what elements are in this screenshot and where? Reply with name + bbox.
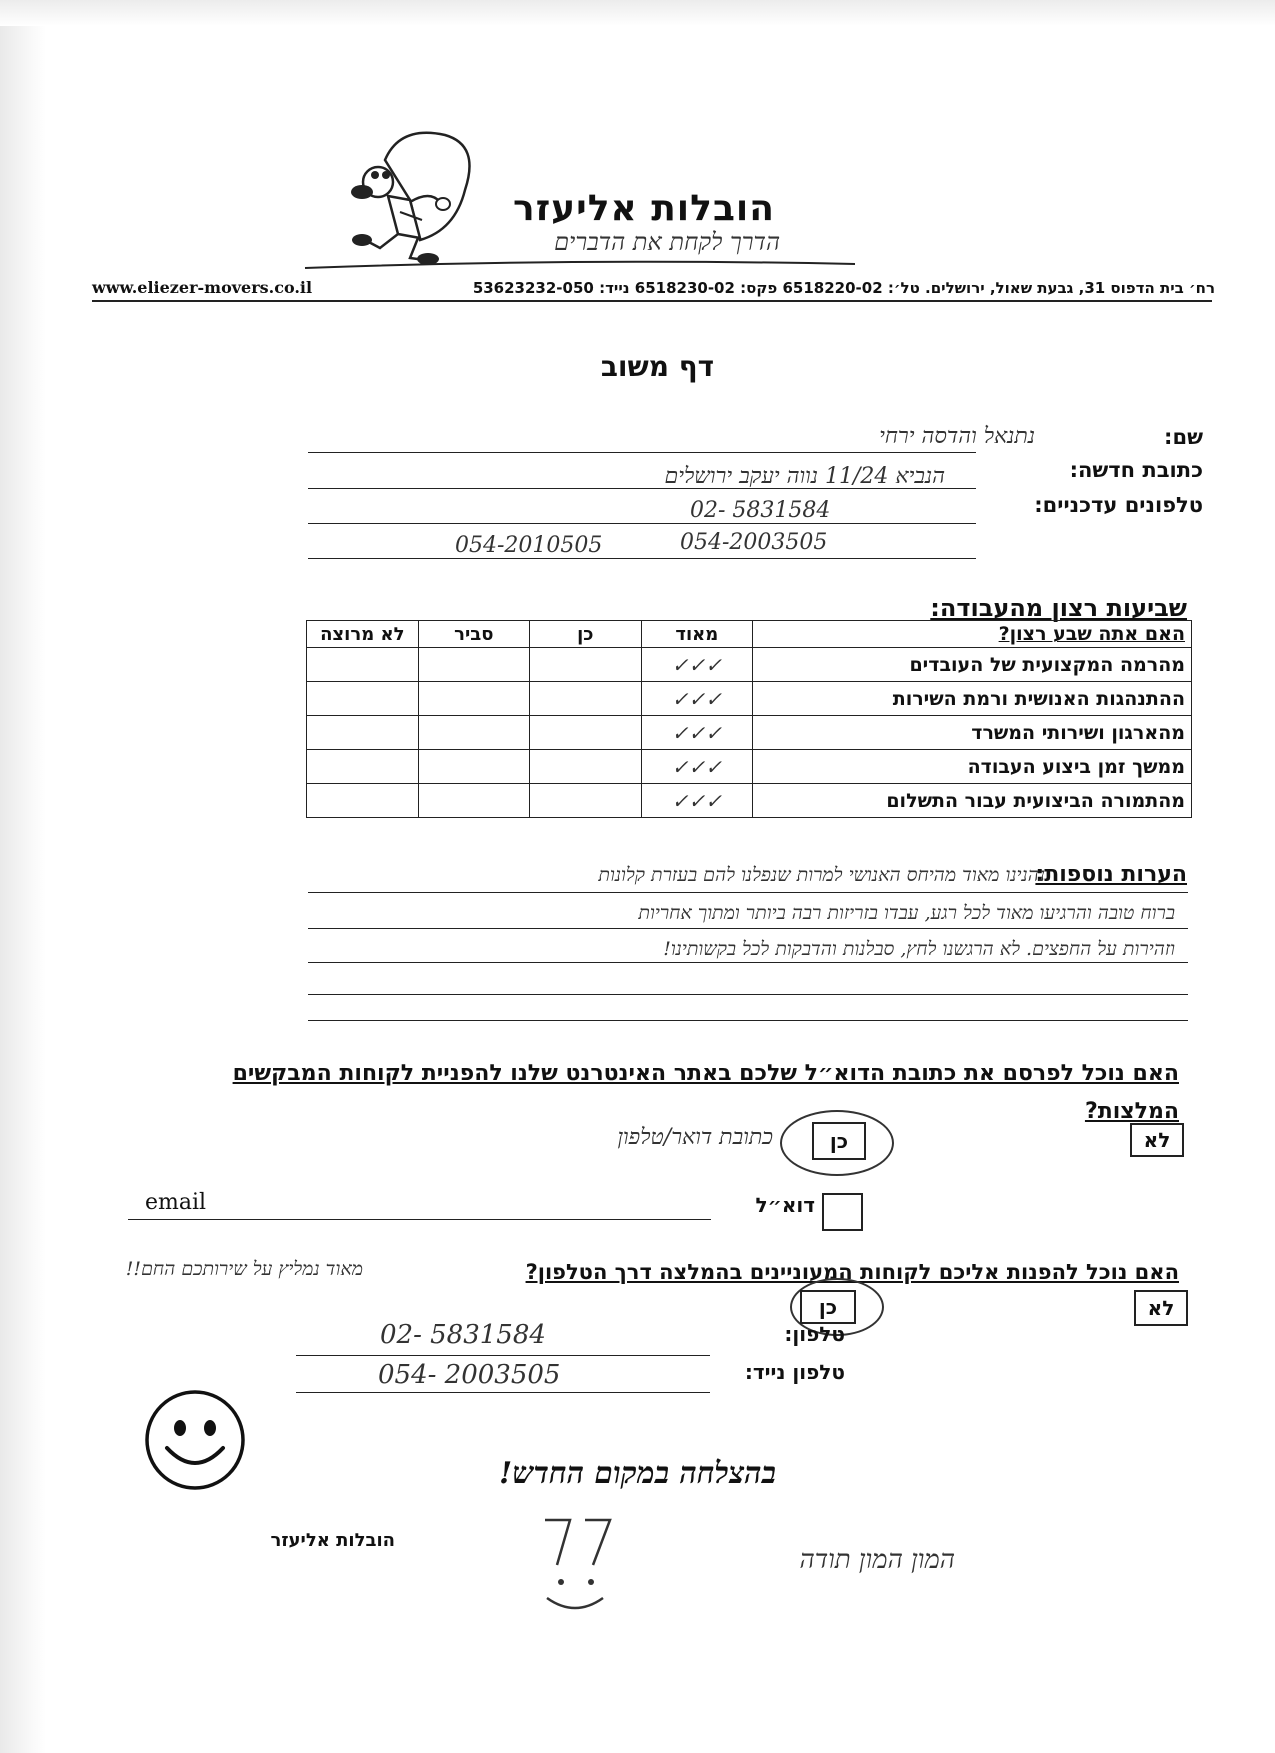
phone-field-line	[296, 1355, 710, 1356]
phone-value[interactable]: 02- 5831584	[380, 1320, 546, 1350]
phones-label: טלפונים עדכניים:	[1034, 493, 1203, 517]
empty-cell[interactable]	[530, 682, 642, 716]
email-line	[128, 1219, 711, 1220]
check-mark[interactable]: ✓✓✓	[641, 716, 753, 750]
email-question: האם נוכל לפרסם את כתובת הדוא״ל שלכם באתר האינטרנט שלנו להפניית לקוחות המבקשים המלצות?	[232, 1061, 1179, 1124]
check-mark[interactable]: ✓✓✓	[641, 648, 753, 682]
phone-label: טלפון:	[784, 1322, 845, 1346]
question-header: האם אתה שבע רצון?	[753, 621, 1192, 648]
empty-cell[interactable]	[418, 716, 530, 750]
comment-line-1: נהנינו מאוד מהיחס האנושי למרות שנפלנו להם בעזרת קלונות	[598, 864, 1045, 886]
row-label: ההתנהגות האנושית ורמת השירות	[753, 682, 1192, 716]
comment-rule-1	[308, 892, 1188, 893]
comment-line-3: וזהירות על החפצים. לא הרגשנו לחץ, סבלנות והדבקות לכל בקשותינו!	[663, 938, 1175, 960]
row-label: מהארגון ושירותי המשרד	[753, 716, 1192, 750]
row-label: מהרמה המקצועית של העובדים	[753, 648, 1192, 682]
page-title: דף משוב	[600, 350, 715, 383]
comment-rule-3	[308, 962, 1188, 963]
address-label: כתובת חדשה:	[1069, 458, 1203, 482]
empty-cell[interactable]	[418, 750, 530, 784]
empty-cell[interactable]	[418, 682, 530, 716]
mobile-label: טלפון נייד:	[744, 1360, 845, 1384]
table-header-row	[307, 621, 1192, 648]
footer-wish: בהצלחה במקום החדש!	[498, 1456, 777, 1491]
phone-line-1	[308, 523, 976, 524]
phone-2-value: 054-2003505	[680, 530, 828, 555]
empty-cell[interactable]	[530, 750, 642, 784]
email-checkbox[interactable]	[822, 1193, 863, 1231]
empty-cell[interactable]	[530, 716, 642, 750]
satisfaction-title: שביעות רצון מהעבודה:	[930, 594, 1187, 622]
table-row	[307, 784, 1192, 818]
email-handwritten-note: כתובת דואר/טלפון	[617, 1125, 773, 1150]
empty-cell[interactable]	[307, 716, 419, 750]
phone-handwritten-note: מאוד נמליץ על שירותכם החם!!	[125, 1258, 363, 1280]
company-slogan: הדרך לקחת את הדברים	[554, 228, 780, 256]
address-line	[308, 488, 976, 489]
handwritten-thanks: המון המון תודה	[799, 1545, 955, 1575]
mover-mascot-logo	[340, 120, 490, 270]
col-header-very: מאוד	[641, 621, 753, 648]
header-divider	[92, 300, 1212, 302]
check-mark[interactable]: ✓✓✓	[641, 784, 753, 818]
empty-cell[interactable]	[307, 648, 419, 682]
phone-question: האם נוכל להפנות אליכם לקוחות המעוניינים בהמלצה דרך הטלפון?	[525, 1260, 1179, 1284]
address-bar	[92, 278, 1215, 297]
comments-label: הערות נוספות:	[1035, 862, 1187, 887]
satisfaction-table	[306, 620, 1192, 818]
table-row	[307, 750, 1192, 784]
empty-cell[interactable]	[307, 784, 419, 818]
check-mark[interactable]: ✓✓✓	[641, 682, 753, 716]
row-label: ממשך זמן ביצוע העבודה	[753, 750, 1192, 784]
email-yes-checkbox[interactable]: כן	[812, 1122, 866, 1160]
row-label: מהתמורה הביצועית עבור התשלום	[753, 784, 1192, 818]
phone-line-2	[308, 558, 976, 559]
name-line	[308, 452, 976, 453]
footer-company: הובלות אליעזר	[270, 1530, 395, 1551]
check-mark[interactable]: ✓✓✓	[641, 750, 753, 784]
empty-cell[interactable]	[530, 784, 642, 818]
empty-cell[interactable]	[307, 750, 419, 784]
phone-1-value: 02- 5831584	[690, 498, 831, 523]
empty-cell[interactable]	[307, 682, 419, 716]
table-row	[307, 716, 1192, 750]
name-label: שם:	[1164, 425, 1203, 449]
email-field[interactable]: email	[145, 1190, 207, 1215]
comment-line-2: ברוח טובה והרגיעו מאוד לכל רגע, עבדו בזריזות רבה ביותר ומתוך אחריות	[638, 902, 1175, 924]
website-link[interactable]: www.eliezer-movers.co.il	[92, 278, 313, 297]
comment-rule-5	[308, 1020, 1188, 1021]
comment-rule-2	[308, 928, 1188, 929]
empty-cell[interactable]	[418, 784, 530, 818]
phone-3-value: 054-2010505	[455, 533, 603, 558]
company-address: רח׳ בית הדפוס 31, גבעת שאול, ירושלים. טל׳: 6518220-02 פקס: 6518230-02 נייד: 53623232-050	[472, 278, 1215, 297]
col-header-unsatisfied: לא מרוצה	[307, 621, 419, 648]
comment-rule-4	[308, 994, 1188, 995]
table-row	[307, 682, 1192, 716]
name-value: נתנאל והדסה ירחי	[879, 424, 1035, 449]
table-row	[307, 648, 1192, 682]
phone-yes-checkbox[interactable]: כן	[800, 1290, 856, 1324]
mobile-field-line	[296, 1392, 710, 1393]
address-value: הנביא 11/24 נווה יעקב ירושלים	[664, 464, 945, 489]
col-header-yes: כן	[530, 621, 642, 648]
col-header-ok: סביר	[418, 621, 530, 648]
company-name: הובלות אליעזר	[513, 188, 775, 229]
empty-cell[interactable]	[530, 648, 642, 682]
empty-cell[interactable]	[418, 648, 530, 682]
mobile-value[interactable]: 054- 2003505	[378, 1360, 561, 1390]
handwritten-smiley-icon	[535, 1510, 635, 1620]
email-label: דוא״ל	[755, 1193, 815, 1217]
email-no-checkbox[interactable]: לא	[1130, 1123, 1184, 1157]
scan-edge-top	[0, 0, 1275, 26]
phone-no-checkbox[interactable]: לא	[1134, 1290, 1188, 1326]
logo-underline	[300, 258, 860, 272]
